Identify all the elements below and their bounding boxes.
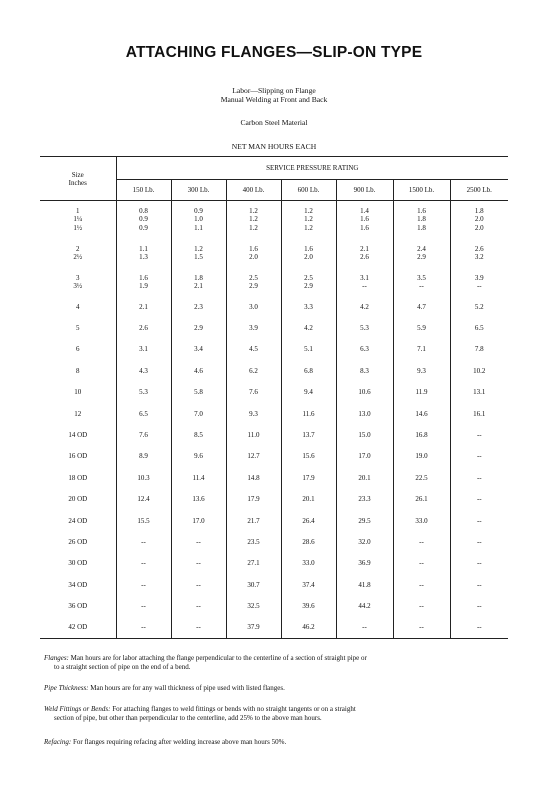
value-cell: 7.0	[171, 403, 226, 424]
size-cell: 4	[76, 302, 80, 311]
value-cell: 3.2	[450, 253, 508, 268]
value-cell: --	[336, 617, 393, 638]
value-cell: 7.6	[116, 424, 171, 445]
value-cell: 4.5	[226, 339, 281, 360]
page-title: ATTACHING FLANGES—SLIP-ON TYPE	[125, 44, 423, 61]
value-cell: 28.6	[281, 531, 336, 552]
table-row	[40, 467, 508, 488]
value-cell: 2.4	[393, 238, 450, 253]
size-cell: 2	[76, 244, 80, 253]
size-cell: 18 OD	[68, 473, 88, 482]
value-cell: 4.2	[336, 296, 393, 317]
value-cell: 1.4	[336, 201, 393, 216]
value-cell: --	[393, 574, 450, 595]
value-cell: 12.7	[226, 446, 281, 467]
value-cell: 6.5	[450, 317, 508, 338]
value-cell: 15.0	[336, 424, 393, 445]
value-cell: 3.9	[226, 317, 281, 338]
note-flanges	[44, 654, 510, 672]
value-cell: 9.6	[171, 446, 226, 467]
value-cell: 0.8	[116, 201, 171, 216]
value-cell: --	[393, 595, 450, 616]
value-cell: 8.5	[171, 424, 226, 445]
value-cell: --	[450, 574, 508, 595]
value-cell: 1.5	[171, 253, 226, 268]
value-cell: 1.8	[450, 201, 508, 216]
value-cell: 9.3	[393, 360, 450, 381]
value-cell: 2.6	[116, 317, 171, 338]
value-cell: --	[450, 467, 508, 488]
note-text: Man hours are for labor attaching the flange perpendicular to the centerline of a section of straight pipe or	[70, 654, 367, 662]
table-row	[40, 317, 508, 338]
size-header	[40, 157, 116, 201]
value-cell: 7.6	[226, 382, 281, 403]
value-cell: 30.7	[226, 574, 281, 595]
value-cell: 20.1	[281, 489, 336, 510]
value-cell: 17.9	[226, 489, 281, 510]
value-cell: 3.0	[226, 296, 281, 317]
value-cell: 5.2	[450, 296, 508, 317]
value-cell: 17.9	[281, 467, 336, 488]
note-label: Pipe Thickness:	[44, 684, 89, 692]
column-header: 900 Lb.	[336, 180, 393, 201]
value-cell: 32.0	[336, 531, 393, 552]
value-cell: 36.9	[336, 553, 393, 574]
value-cell: 1.2	[226, 224, 281, 239]
table-row	[40, 553, 508, 574]
value-cell: 1.2	[226, 215, 281, 224]
size-cell: 10	[74, 388, 82, 397]
value-cell: --	[450, 424, 508, 445]
value-cell: --	[393, 617, 450, 638]
size-cell: 36 OD	[68, 602, 88, 611]
value-cell: --	[116, 617, 171, 638]
value-cell: 1.2	[281, 215, 336, 224]
value-cell: 26.4	[281, 510, 336, 531]
value-cell: --	[450, 553, 508, 574]
size-cell: 34 OD	[68, 580, 88, 589]
value-cell: --	[171, 617, 226, 638]
table-row	[40, 489, 508, 510]
value-cell: 1.6	[393, 201, 450, 216]
table-row	[40, 215, 508, 224]
value-cell: 14.8	[226, 467, 281, 488]
note-text: For attaching flanges to weld fittings or bends with no straight tangents or on a straight	[112, 705, 356, 713]
value-cell: 2.1	[116, 296, 171, 317]
size-cell: 1½	[73, 223, 83, 232]
table-row	[40, 201, 508, 216]
value-cell: 1.9	[116, 282, 171, 297]
value-cell: 14.6	[393, 403, 450, 424]
value-cell: 23.3	[336, 489, 393, 510]
value-cell: 1.2	[281, 201, 336, 216]
size-cell: 6	[76, 345, 80, 354]
table-row	[40, 296, 508, 317]
value-cell: 9.3	[226, 403, 281, 424]
value-cell: --	[450, 282, 508, 297]
size-cell: 42 OD	[40, 617, 116, 638]
table-row	[40, 360, 508, 381]
note-pipe-thickness	[44, 684, 510, 693]
size-cell: 20 OD	[68, 495, 88, 504]
value-cell: --	[450, 489, 508, 510]
value-cell: 5.3	[116, 382, 171, 403]
value-cell: 2.0	[226, 253, 281, 268]
value-cell: --	[336, 282, 393, 297]
size-cell: 26 OD	[68, 537, 88, 546]
table-row	[40, 424, 508, 445]
table-row	[40, 403, 508, 424]
table-row	[40, 224, 508, 239]
value-cell: 2.5	[226, 267, 281, 282]
value-cell: 16.8	[393, 424, 450, 445]
column-header: 2500 Lb.	[450, 180, 508, 201]
value-cell: 5.9	[393, 317, 450, 338]
value-cell: --	[116, 574, 171, 595]
value-cell: 5.8	[171, 382, 226, 403]
note-text-cont: section of pipe, but other than perpendicular to the centerline, add 25% to the above man hours.	[54, 713, 322, 722]
value-cell: 37.4	[281, 574, 336, 595]
value-cell: 3.1	[116, 339, 171, 360]
table-body	[40, 201, 508, 639]
column-header: 600 Lb.	[281, 180, 336, 201]
value-cell: 2.3	[171, 296, 226, 317]
value-cell: 3.9	[450, 267, 508, 282]
value-cell: 44.2	[336, 595, 393, 616]
value-cell: 1.2	[281, 224, 336, 239]
size-cell: 14 OD	[68, 431, 88, 440]
value-cell: 4.6	[171, 360, 226, 381]
value-cell: 1.6	[336, 224, 393, 239]
size-cell: 24 OD	[68, 516, 88, 525]
column-header: 300 Lb.	[171, 180, 226, 201]
value-cell: 1.6	[116, 267, 171, 282]
value-cell: 33.0	[393, 510, 450, 531]
value-cell: 6.8	[281, 360, 336, 381]
value-cell: 1.6	[336, 215, 393, 224]
value-cell: 0.9	[116, 215, 171, 224]
value-cell: --	[450, 531, 508, 552]
value-cell: 1.8	[393, 215, 450, 224]
size-header-line1: Size	[71, 170, 84, 179]
value-cell: 17.0	[336, 446, 393, 467]
size-cell: 12	[74, 409, 82, 418]
value-cell: --	[393, 282, 450, 297]
value-cell: 12.4	[116, 489, 171, 510]
value-cell: 2.9	[226, 282, 281, 297]
value-cell: 39.6	[281, 595, 336, 616]
value-cell: --	[171, 595, 226, 616]
man-hours-table	[40, 156, 508, 639]
value-cell: 10.2	[450, 360, 508, 381]
value-cell: 33.0	[281, 553, 336, 574]
value-cell: 27.1	[226, 553, 281, 574]
note-text: For flanges requiring refacing after welding increase above man hours 50%.	[72, 738, 287, 746]
value-cell: 46.2	[281, 617, 336, 638]
value-cell: 19.0	[393, 446, 450, 467]
value-cell: 3.3	[281, 296, 336, 317]
size-cell: 16 OD	[68, 452, 88, 461]
size-cell: 1¼	[73, 215, 83, 224]
column-header: 1500 Lb.	[393, 180, 450, 201]
value-cell: 13.7	[281, 424, 336, 445]
value-cell: 8.3	[336, 360, 393, 381]
value-cell: 2.9	[171, 317, 226, 338]
table-row	[40, 282, 508, 297]
value-cell: 1.8	[171, 267, 226, 282]
value-cell: --	[393, 531, 450, 552]
value-cell: 1.2	[171, 238, 226, 253]
value-cell: 5.3	[336, 317, 393, 338]
value-cell: 26.1	[393, 489, 450, 510]
value-cell: 1.1	[116, 238, 171, 253]
value-cell: --	[116, 553, 171, 574]
table-row	[40, 531, 508, 552]
value-cell: 11.4	[171, 467, 226, 488]
value-cell: --	[450, 617, 508, 638]
value-cell: 21.7	[226, 510, 281, 531]
value-cell: 13.0	[336, 403, 393, 424]
table-row	[40, 253, 508, 268]
value-cell: 6.3	[336, 339, 393, 360]
value-cell: 7.1	[393, 339, 450, 360]
table-row	[40, 267, 508, 282]
material-label: Carbon Steel Material	[240, 118, 308, 127]
value-cell: 2.6	[450, 238, 508, 253]
value-cell: 37.9	[226, 617, 281, 638]
note-label: Refacing:	[44, 738, 72, 746]
value-cell: 2.6	[336, 253, 393, 268]
value-cell: 1.6	[226, 238, 281, 253]
table-row	[40, 574, 508, 595]
value-cell: 11.9	[393, 382, 450, 403]
value-cell: 6.2	[226, 360, 281, 381]
value-cell: 4.3	[116, 360, 171, 381]
column-header: 150 Lb.	[116, 180, 171, 201]
value-cell: 3.4	[171, 339, 226, 360]
value-cell: 5.1	[281, 339, 336, 360]
value-cell: 10.6	[336, 382, 393, 403]
table-row	[40, 382, 508, 403]
size-header-line2: Inches	[68, 178, 87, 187]
value-cell: 0.9	[171, 201, 226, 216]
table-row	[40, 446, 508, 467]
size-cell: 3	[76, 273, 80, 282]
units-heading: NET MAN HOURS EACH	[231, 142, 317, 151]
value-cell: 2.0	[450, 215, 508, 224]
value-cell: 1.0	[171, 215, 226, 224]
table-row	[40, 339, 508, 360]
size-cell: 3½	[73, 281, 83, 290]
subtitle-line-1: Labor—Slipping on Flange	[232, 86, 316, 95]
note-label: Flanges:	[44, 654, 69, 662]
size-cell: 8	[76, 366, 80, 375]
note-label: Weld Fittings or Bends:	[44, 705, 111, 713]
size-cell: 5	[76, 324, 80, 333]
value-cell: --	[171, 553, 226, 574]
value-cell: 23.5	[226, 531, 281, 552]
value-cell: 22.5	[393, 467, 450, 488]
value-cell: 2.9	[281, 282, 336, 297]
value-cell: 4.7	[393, 296, 450, 317]
value-cell: 2.0	[450, 224, 508, 239]
value-cell: 1.8	[393, 224, 450, 239]
value-cell: --	[116, 531, 171, 552]
value-cell: 3.5	[393, 267, 450, 282]
value-cell: 2.1	[171, 282, 226, 297]
value-cell: 7.8	[450, 339, 508, 360]
value-cell: 11.0	[226, 424, 281, 445]
value-cell: 1.1	[171, 224, 226, 239]
table-row	[40, 238, 508, 253]
value-cell: 9.4	[281, 382, 336, 403]
value-cell: 10.3	[116, 467, 171, 488]
value-cell: --	[450, 510, 508, 531]
value-cell: --	[393, 553, 450, 574]
table-row	[40, 510, 508, 531]
value-cell: 2.9	[393, 253, 450, 268]
note-text: Man hours are for any wall thickness of pipe used with listed flanges.	[90, 684, 285, 692]
value-cell: 41.8	[336, 574, 393, 595]
value-cell: 3.1	[336, 267, 393, 282]
value-cell: 11.6	[281, 403, 336, 424]
value-cell: 1.6	[281, 238, 336, 253]
value-cell: 20.1	[336, 467, 393, 488]
value-cell: 4.2	[281, 317, 336, 338]
value-cell: 2.5	[281, 267, 336, 282]
value-cell: 8.9	[116, 446, 171, 467]
value-cell: 13.1	[450, 382, 508, 403]
value-cell: 0.9	[116, 224, 171, 239]
pressure-rating-header: SERVICE PRESSURE RATING	[116, 157, 508, 180]
value-cell: 13.6	[171, 489, 226, 510]
value-cell: 15.6	[281, 446, 336, 467]
value-cell: 32.5	[226, 595, 281, 616]
value-cell: 2.1	[336, 238, 393, 253]
value-cell: --	[450, 446, 508, 467]
subtitle-line-2: Manual Welding at Front and Back	[220, 95, 328, 104]
size-cell: 2½	[73, 252, 83, 261]
value-cell: --	[171, 574, 226, 595]
value-cell: 16.1	[450, 403, 508, 424]
note-weld-fittings	[44, 705, 510, 723]
value-cell: 2.0	[281, 253, 336, 268]
note-text-cont: to a straight section of pipe on the end of a bend.	[54, 662, 191, 671]
table-row	[40, 617, 508, 638]
value-cell: 17.0	[171, 510, 226, 531]
value-cell: 29.5	[336, 510, 393, 531]
size-cell: 1	[76, 207, 80, 215]
size-cell: 30 OD	[68, 559, 88, 568]
value-cell: 6.5	[116, 403, 171, 424]
value-cell: 1.2	[226, 201, 281, 216]
value-cell: 15.5	[116, 510, 171, 531]
value-cell: --	[450, 595, 508, 616]
note-refacing	[44, 738, 510, 747]
value-cell: --	[171, 531, 226, 552]
value-cell: 1.3	[116, 253, 171, 268]
value-cell: --	[116, 595, 171, 616]
table-row	[40, 595, 508, 616]
column-header: 400 Lb.	[226, 180, 281, 201]
